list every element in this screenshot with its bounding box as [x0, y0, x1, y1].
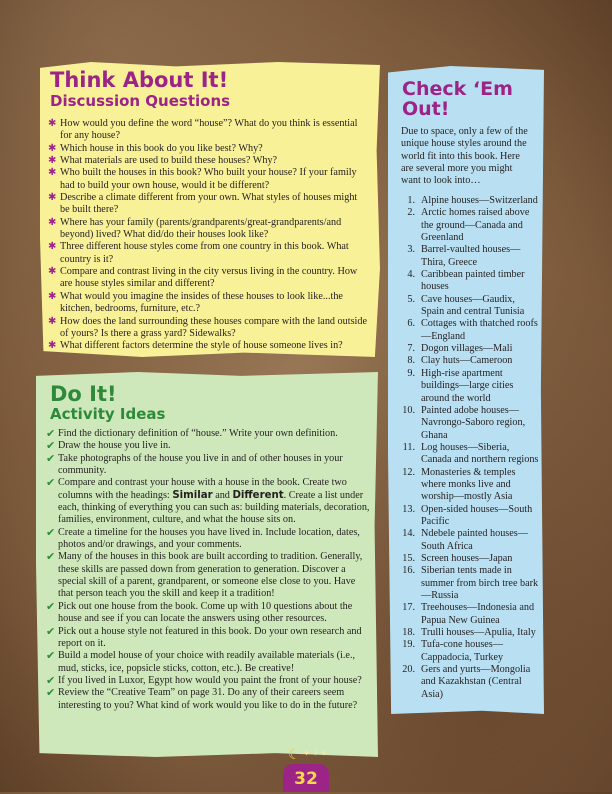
item-number: 10. [402, 404, 415, 416]
house-style-text: Arctic homes raised above the ground—Canada and Greenland [421, 207, 530, 244]
item-number: 16. [402, 565, 415, 577]
discussion-question-item [48, 316, 368, 341]
discussion-question-item [48, 291, 368, 316]
house-style-item [395, 195, 540, 207]
check-title-line1: Check ‘Em [402, 78, 513, 100]
discussion-questions-list [48, 118, 368, 353]
discussion-question-item [48, 118, 368, 143]
checkmark-bullet-icon: ✔ [46, 674, 56, 687]
discussion-question-text: Which house in this book do you like best? Why? [60, 142, 263, 154]
activity-text: Pick out one house from the book. Come up with 10 questions about the house and see if you can locate the answers using other resources. [58, 600, 353, 625]
activity-text: Review the “Creative Team” on page 31. Do any of their careers seem interesting to you? What kind of work would you like to do in the future? [58, 687, 358, 711]
house-style-text: Barrel-vaulted houses—Thira, Greece [421, 244, 521, 268]
checkmark-bullet-icon: ✔ [46, 650, 56, 663]
item-number: 15. [402, 552, 415, 564]
house-style-item [395, 504, 540, 529]
activity-text: and [212, 489, 233, 501]
house-style-item [395, 355, 540, 367]
activity-text: Find the dictionary definition of “house.” Write your own definition. [58, 428, 338, 439]
checkmark-bullet-icon: ✔ [46, 452, 56, 465]
discussion-question-text: Compare and contrast living in the city versus living in the country. How are house styles similar and different? [60, 266, 358, 290]
doit-subtitle: Activity Ideas [50, 405, 166, 423]
house-style-item [395, 318, 540, 343]
house-style-item [395, 664, 540, 701]
item-number: 9. [407, 367, 415, 379]
house-style-text: Treehouses—Indonesia and Papua New Guinea [421, 602, 535, 626]
house-style-text: Cottages with thatched roofs—England [421, 318, 538, 342]
discussion-question-text: What different factors determine the style of house someone lives in? [60, 340, 343, 352]
discussion-question-text: What materials are used to build these houses? Why? [60, 155, 278, 167]
house-style-text: High-rise apartment buildings—large cities around the world [421, 367, 514, 404]
activity-text: If you lived in Luxor, Egypt how would you paint the front of your house? [58, 674, 362, 686]
house-style-item [395, 467, 540, 504]
asterisk-bullet-icon: ✱ [48, 118, 57, 129]
house-style-item [395, 343, 540, 355]
house-style-text: Cave houses—Gaudix, Spain and central Tunisia [421, 293, 525, 318]
house-style-item [395, 207, 540, 244]
house-style-item [395, 528, 540, 553]
discussion-question-text: How does the land surrounding these houses compare with the land outside of yours? Is there a grass yard? Sidewalks? [60, 315, 367, 339]
activity-text: Draw the house you live in. [58, 440, 171, 452]
asterisk-bullet-icon: ✱ [48, 167, 57, 179]
activity-item [46, 453, 372, 478]
check-intro-text: Due to space, only a few of the unique house styles around the world fit into this book. Here are several more you might want to look into… [401, 126, 528, 187]
asterisk-bullet-icon: ✱ [48, 216, 57, 228]
house-style-text: Open-sided houses—South Pacific [421, 503, 533, 527]
house-style-item [395, 368, 540, 405]
house-style-text: Log houses—Siberia, Canada and northern regions [421, 441, 539, 466]
house-style-item [395, 627, 540, 639]
discussion-question-item [48, 217, 368, 242]
discussion-question-item [48, 155, 368, 167]
asterisk-bullet-icon: ✱ [48, 192, 57, 204]
asterisk-bullet-icon: ✱ [48, 142, 57, 154]
page-number-badge: 32 [283, 764, 329, 792]
discussion-question-item [48, 192, 368, 217]
activity-text: Build a model house of your choice with readily available materials (i.e., mud, sticks, ice, popsicle sticks, cotton, etc.). Be creative! [58, 650, 356, 674]
item-number: 11. [402, 441, 415, 453]
activity-item [46, 428, 372, 440]
item-number: 13. [402, 503, 415, 515]
activity-text: Pick out a house style not featured in this book. Do your own research and report on it. [58, 625, 362, 649]
asterisk-bullet-icon: ✱ [48, 340, 57, 352]
checkmark-bullet-icon: ✔ [46, 687, 56, 700]
activity-item [46, 626, 372, 651]
house-style-item [395, 244, 540, 269]
house-style-text: Dogon villages—Mali [421, 343, 513, 355]
house-style-item [395, 294, 540, 319]
discussion-question-text: Who built the houses in this book? Who built your house? If your family had to build your own house, would it be different? [60, 167, 357, 191]
checkmark-bullet-icon: ✔ [46, 428, 56, 440]
item-number: 5. [407, 293, 415, 305]
activity-item [46, 687, 372, 712]
item-number: 12. [402, 466, 415, 478]
discussion-question-text: Describe a climate different from your own. What styles of houses might be built there? [60, 192, 358, 216]
asterisk-bullet-icon: ✱ [48, 266, 57, 278]
discussion-question-text: Three different house styles come from one country in this book. What country is it? [60, 241, 349, 265]
activity-text: Create a timeline for the houses you have lived in. Include location, dates, photos and/or drawings, and your comments. [58, 526, 360, 551]
item-number: 19. [402, 639, 415, 651]
item-number: 14. [402, 528, 415, 540]
item-number: 2. [407, 207, 415, 219]
item-number: 18. [402, 627, 415, 639]
house-style-text: Monasteries & temples where monks live and worship—mostly Asia [421, 466, 516, 503]
discussion-question-item [48, 266, 368, 291]
discussion-question-text: Where has your family (parents/grandparents/great-grandparents/and beyond) lived? What did/do their houses look like? [60, 216, 342, 241]
check-title-line2: Out! [402, 98, 450, 120]
house-style-text: Ndebele painted houses—South Africa [421, 528, 528, 552]
discussion-question-item [48, 143, 368, 155]
stars-icon: ✦✧✦ [303, 748, 329, 758]
item-number: 1. [407, 195, 415, 206]
discussion-question-text: What would you imagine the insides of these houses to look like...the kitchen, bedrooms, furniture, etc.? [60, 290, 343, 315]
house-style-text: Clay huts—Cameroon [421, 355, 513, 367]
checkmark-bullet-icon: ✔ [46, 625, 56, 638]
house-style-text: Painted adobe houses—Navrongo-Saboro region, Ghana [421, 404, 526, 441]
item-number: 3. [407, 244, 415, 256]
checkmark-bullet-icon: ✔ [46, 526, 56, 539]
activity-item [46, 675, 372, 687]
activity-item [46, 527, 372, 552]
house-style-text: Gers and yurts—Mongolia and Kazakhstan (Central Asia) [421, 664, 531, 700]
house-style-text: Alpine houses—Switzerland [421, 195, 538, 206]
activity-text: Take photographs of the house you live in and of other houses in your community. [58, 452, 343, 477]
asterisk-bullet-icon: ✱ [48, 155, 57, 167]
asterisk-bullet-icon: ✱ [48, 315, 57, 327]
house-style-item [395, 602, 540, 627]
house-styles-list [395, 195, 540, 701]
activity-text: Compare and contrast your house with a house in the book. Create two columns with the headings: [58, 477, 347, 501]
checkmark-bullet-icon: ✔ [46, 551, 56, 564]
house-style-item [395, 639, 540, 664]
item-number: 7. [407, 343, 415, 355]
item-number: 6. [407, 318, 415, 330]
column-heading-different: Different [232, 489, 284, 501]
item-number: 8. [407, 355, 415, 367]
house-style-item [395, 269, 540, 294]
house-style-item [395, 553, 540, 565]
house-style-text: Trulli houses—Apulia, Italy [421, 627, 536, 639]
house-style-item [395, 442, 540, 467]
doit-title: Do It! [50, 382, 117, 406]
column-heading-similar: Similar [172, 489, 213, 501]
discussion-question-item [48, 241, 368, 266]
discussion-question-item [48, 167, 368, 192]
moon-icon: ☾ [288, 748, 301, 763]
house-style-text: Caribbean painted timber houses [421, 269, 525, 293]
checkmark-bullet-icon: ✔ [46, 477, 56, 490]
asterisk-bullet-icon: ✱ [48, 241, 57, 253]
house-style-text: Screen houses—Japan [421, 552, 513, 564]
house-style-item [395, 565, 540, 602]
house-style-item [395, 405, 540, 442]
house-style-text: Tufa-cone houses—Cappadocia, Turkey [421, 639, 504, 663]
checkmark-bullet-icon: ✔ [46, 440, 56, 453]
item-number: 17. [402, 602, 415, 614]
activity-ideas-list [46, 428, 372, 712]
think-subtitle: Discussion Questions [50, 92, 231, 110]
item-number: 20. [402, 664, 415, 676]
activity-item [46, 650, 372, 675]
discussion-question-text: How would you define the word “house”? What do you think is essential for any house? [60, 118, 358, 142]
asterisk-bullet-icon: ✱ [48, 290, 57, 302]
house-style-text: Siberian tents made in summer from birch tree bark—Russia [421, 565, 539, 601]
activity-item [46, 440, 372, 452]
activity-text: Many of the houses in this book are built according to tradition. Generally, these skills are passed down from generation to generation. Discover a special skill of a parent, grandparent, or someone else close to you. Have that person teach you the skill and keep it a tradition! [58, 551, 363, 600]
activity-item [46, 477, 372, 526]
item-number: 4. [407, 269, 415, 281]
think-title: Think About It! [50, 68, 229, 92]
checkmark-bullet-icon: ✔ [46, 600, 56, 613]
activity-item [46, 601, 372, 626]
activity-item [46, 551, 372, 600]
activity-text: . Create a list under each, thinking of everything you can such as: building materials, decoration, families, environment, culture, and what the house sits on. [58, 489, 370, 526]
discussion-question-item [48, 340, 368, 352]
